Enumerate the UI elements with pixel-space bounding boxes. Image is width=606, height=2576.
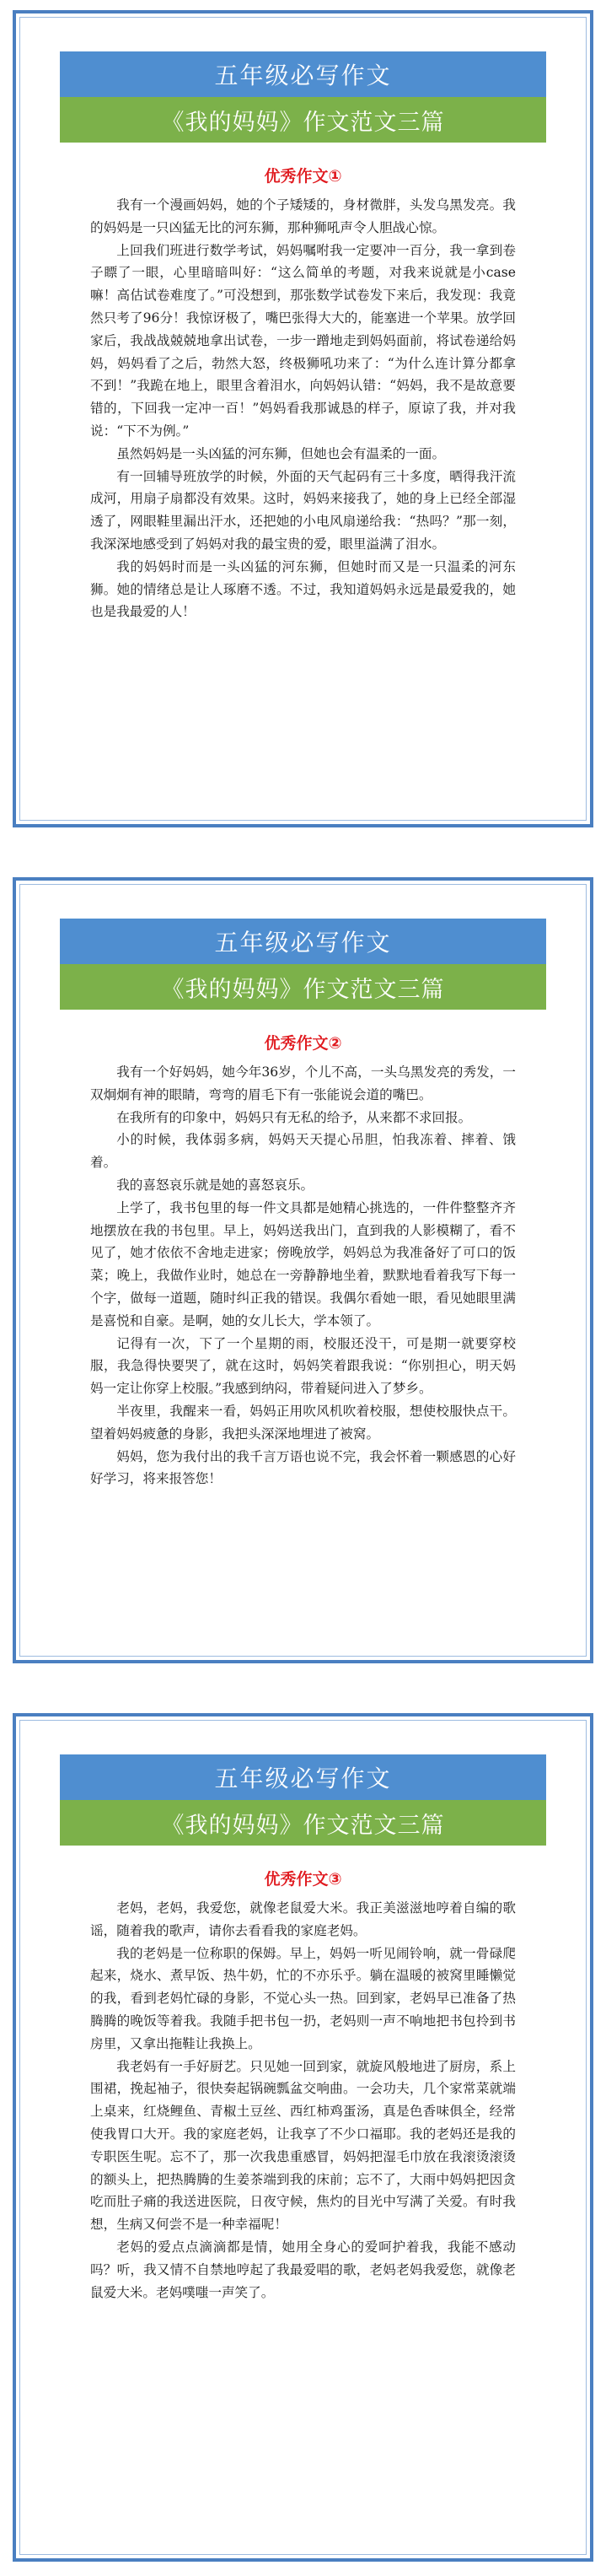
paragraph: 我的喜怒哀乐就是她的喜怒哀乐。 [116, 1177, 314, 1193]
essay-label: 优秀作文③ [264, 1870, 342, 1889]
paragraph: 我的老妈是一位称职的保姆。早上，妈妈一听见闹铃响，就一骨碌爬起来，烧水、煮早饭、热牛奶，忙的不亦乐乎。躺在温暖的被窝里睡懒觉的我，看到老妈忙碌的身影，不觉心头一热。回到家，老妈早已准备了热腾腾的晚饭等着我。我随手把书包一扔，老妈则一声不响地把书包拎到书房里，又拿出拖鞋让我换上。 [90, 1945, 516, 2051]
header-subtitle: 《我的妈妈》作文范文三篇 [60, 97, 546, 143]
header-title: 五年级必写作文 [60, 51, 546, 97]
header-subtitle: 《我的妈妈》作文范文三篇 [60, 964, 546, 1010]
essay-card-2 [13, 877, 593, 1663]
essay-card-3 [13, 1713, 593, 2562]
paragraph: 我老妈有一手好厨艺。只见她一回到家，就旋风般地进了厨房，系上围裙，挽起袖子，很快奏起锅碗瓢盆交响曲。一会功夫，几个家常菜就端上桌来，红烧鲤鱼、青椒土豆丝、西红柿鸡蛋汤，真是色香味俱全，经常使我胃口大开。我的家庭老妈，让我享了不少口福耶。我的老妈还是我的专职医生呢。忘不了，那一次我患重感冒，妈妈把湿毛巾放在我滚烫滚烫的额头上，把热腾腾的生姜茶端到我的床前；忘不了，大雨中妈妈把因贪吃而肚子痛的我送进医院，日夜守候，焦灼的目光中写满了关爱。有时我想，生病又何尝不是一种幸福呢！ [90, 2058, 516, 2233]
paragraph: 半夜里，我醒来一看，妈妈正用吹风机吹着校服，想使校服快点干。望着妈妈疲惫的身影，我把头深深地埋进了被窝。 [90, 1403, 516, 1442]
paragraph: 在我所有的印象中，妈妈只有无私的给予，从来都不求回报。 [116, 1109, 472, 1125]
essay-body [90, 1897, 516, 2304]
paragraph: 老妈的爱点点滴滴都是情，她用全身心的爱呵护着我，我能不感动吗？听，我又情不自禁地哼起了我最爱唱的歌，老妈老妈我爱您，就像老鼠爱大米。老妈噗嗤一声笑了。 [90, 2239, 516, 2300]
paragraph: 记得有一次，下了一个星期的雨，校服还没干，可是期一就要穿校服，我急得快要哭了，就在这时，妈妈笑着跟我说：“你别担心，明天妈妈一定让你穿上校服。”我感到纳闷，带着疑问进入了梦乡。 [90, 1335, 516, 1397]
essay-body [90, 1061, 516, 1490]
paragraph: 老妈，老妈，我爱您，就像老鼠爱大米。我正美滋滋地哼着自编的歌谣，随着我的歌声，请你去看看我的家庭老妈。 [90, 1900, 516, 1938]
essay-body [90, 194, 516, 623]
header-title: 五年级必写作文 [60, 919, 546, 964]
header-title: 五年级必写作文 [60, 1754, 546, 1800]
essay-label: 优秀作文① [264, 167, 342, 186]
paragraph: 虽然妈妈是一头凶猛的河东狮，但她也会有温柔的一面。 [116, 445, 446, 461]
paragraph: 小的时候，我体弱多病，妈妈天天提心吊胆，怕我冻着、摔着、饿着。 [90, 1132, 516, 1171]
essay-card-1 [13, 10, 593, 827]
paragraph: 我有一个漫画妈妈，她的个子矮矮的，身材微胖，头发乌黑发亮。我的妈妈是一只凶猛无比的河东狮，那种狮吼声令人胆战心惊。 [90, 197, 516, 235]
paragraph: 妈妈，您为我付出的我千言万语也说不完，我会怀着一颗感恩的心好好学习，将来报答您！ [90, 1448, 516, 1487]
essay-label: 优秀作文② [264, 1034, 342, 1053]
paragraph: 上学了，我书包里的每一件文具都是她精心挑选的，一件件整整齐齐地摆放在我的书包里。早上，妈妈送我出门，直到我的人影模糊了，看不见了，她才依依不舍地走进家；傍晚放学，妈妈总为我准备好了可口的饭菜；晚上，我做作业时，她总在一旁静静地坐着，默默地看着我写下每一个字，做每一道题，随时纠正我的错误。我偶尔看她一眼，看见她眼里满是喜悦和自豪。是啊，她的女儿长大，学本领了。 [90, 1199, 516, 1328]
header-subtitle: 《我的妈妈》作文范文三篇 [60, 1800, 546, 1846]
paragraph: 有一回辅导班放学的时候，外面的天气起码有三十多度，晒得我汗流成河，用扇子扇都没有效果。这时，妈妈来接我了，她的身上已经全部湿透了，网眼鞋里漏出汗水，还把她的小电风扇递给我：“热吗？”那一刻，我深深地感受到了妈妈对我的最宝贵的爱，眼里溢满了泪水。 [90, 468, 516, 552]
paragraph: 我有一个好妈妈，她今年36岁，个儿不高，一头乌黑发亮的秀发，一双炯炯有神的眼睛，弯弯的眉毛下有一张能说会道的嘴巴。 [90, 1064, 516, 1102]
paragraph: 我的妈妈时而是一头凶猛的河东狮，但她时而又是一只温柔的河东狮。她的情绪总是让人琢磨不透。不过，我知道妈妈永远是最爱我的，她也是我最爱的人！ [90, 558, 516, 620]
paragraph: 上回我们班进行数学考试，妈妈嘱咐我一定要冲一百分，我一拿到卷子瞟了一眼，心里暗暗叫好：“这么简单的考题，对我来说就是小case嘛！高估试卷难度了。”可没想到，那张数学试卷发下来后，我发现：我竟然只考了96分！我惊讶极了，嘴巴张得大大的，能塞进一个苹果。放学回家后，我战战兢兢地拿出试卷，一步一蹭地走到妈妈面前，将试卷递给妈妈，妈妈看了之后，勃然大怒，终极狮吼功来了：“为什么连计算分都拿不到！”我跪在地上，眼里含着泪水，向妈妈认错：“妈妈，我不是故意要错的，下回我一定冲一百！”妈妈看我那诚恳的样子，原谅了我，并对我说：“下不为例。” [90, 242, 516, 439]
